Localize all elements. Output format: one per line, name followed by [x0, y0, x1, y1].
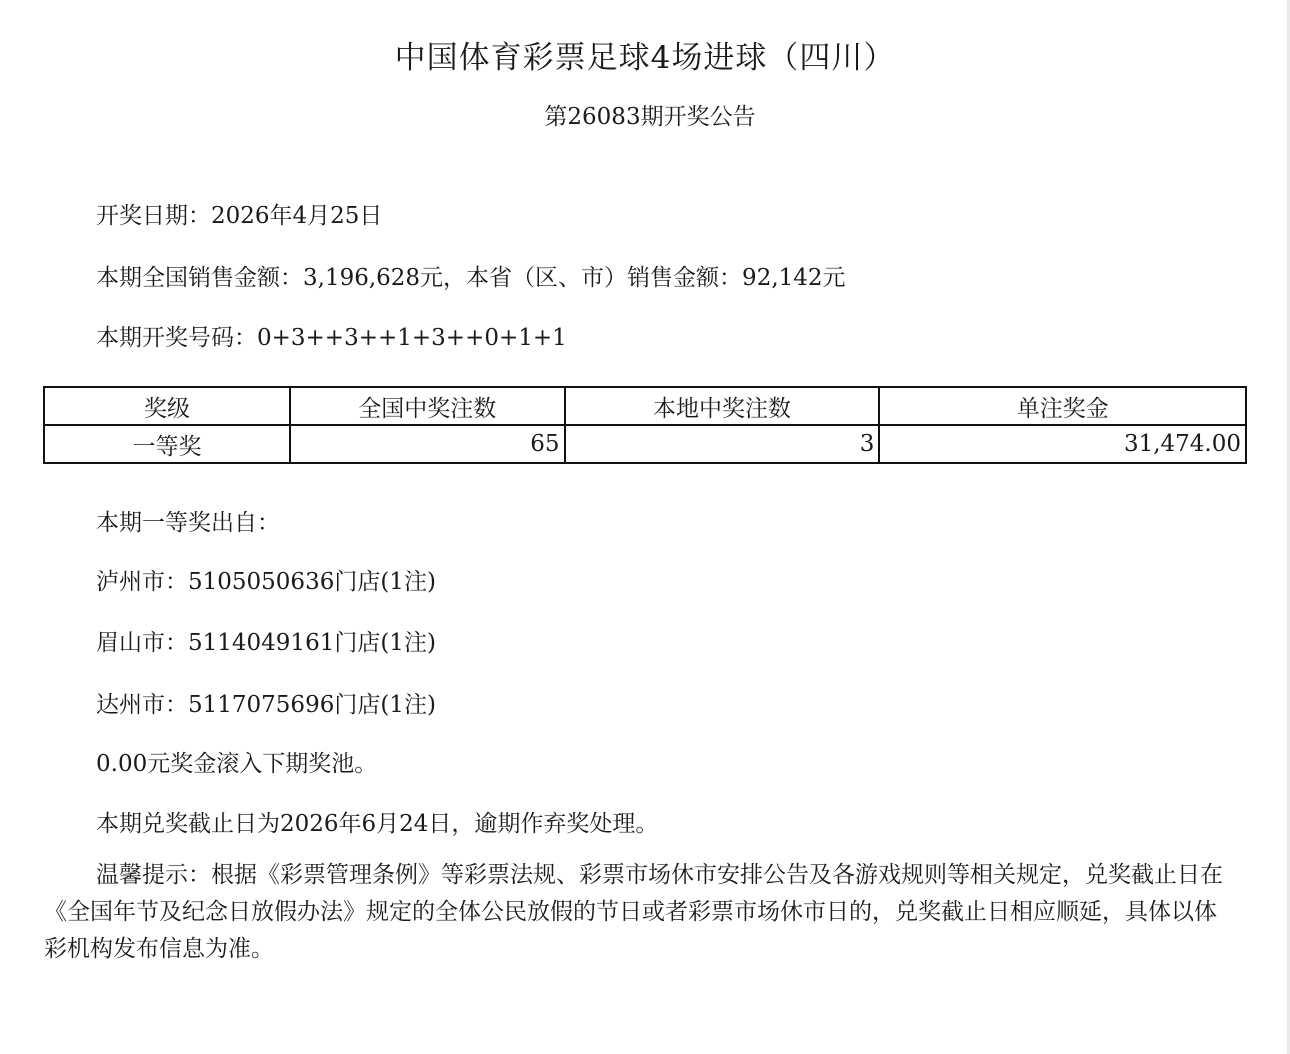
- table-row: [44, 425, 1246, 463]
- page-title: 中国体育彩票足球4场进球（四川）: [394, 40, 896, 76]
- winners-intro: 本期一等奖出自：: [96, 510, 280, 536]
- cell-local-count: 3: [565, 425, 880, 463]
- header-local-count: 本地中奖注数: [565, 387, 880, 425]
- table-header-row: [44, 387, 1246, 425]
- header-prize-level: 奖级: [44, 387, 290, 425]
- winner-shop: 达州市：5117075696门店(1注): [96, 692, 436, 718]
- header-prize-amount: 单注奖金: [879, 387, 1246, 425]
- cell-prize-amount: 31,474.00: [879, 425, 1246, 463]
- claim-deadline: 本期兑奖截止日为2026年6月24日，逾期作弃奖处理。: [96, 811, 659, 837]
- draw-date: 开奖日期：2026年4月25日: [96, 203, 383, 229]
- cell-national-count: 65: [290, 425, 565, 463]
- sales-amount: 本期全国销售金额：3,196,628元，本省（区、市）销售金额：92,142元: [96, 265, 846, 291]
- winner-shop: 眉山市：5114049161门店(1注): [96, 630, 436, 656]
- winning-number: 本期开奖号码：0+3++3++1+3++0+1+1: [96, 325, 567, 351]
- cell-prize-level: 一等奖: [44, 425, 290, 463]
- pool-rollover: 0.00元奖金滚入下期奖池。: [96, 751, 378, 777]
- winner-shop: 泸州市：5105050636门店(1注): [96, 569, 436, 595]
- page-subtitle: 第26083期开奖公告: [544, 104, 756, 130]
- prize-table: [43, 386, 1247, 464]
- warm-tip: 温馨提示：根据《彩票管理条例》等彩票法规、彩票市场休市安排公告及各游戏规则等相关规定，兑奖截止日在《全国年节及纪念日放假办法》规定的全体公民放假的节日或者彩票市场休市日的，兑奖截止日相应顺延，具体以体彩机构发布信息为准。: [44, 862, 1223, 962]
- header-national-count: 全国中奖注数: [290, 387, 565, 425]
